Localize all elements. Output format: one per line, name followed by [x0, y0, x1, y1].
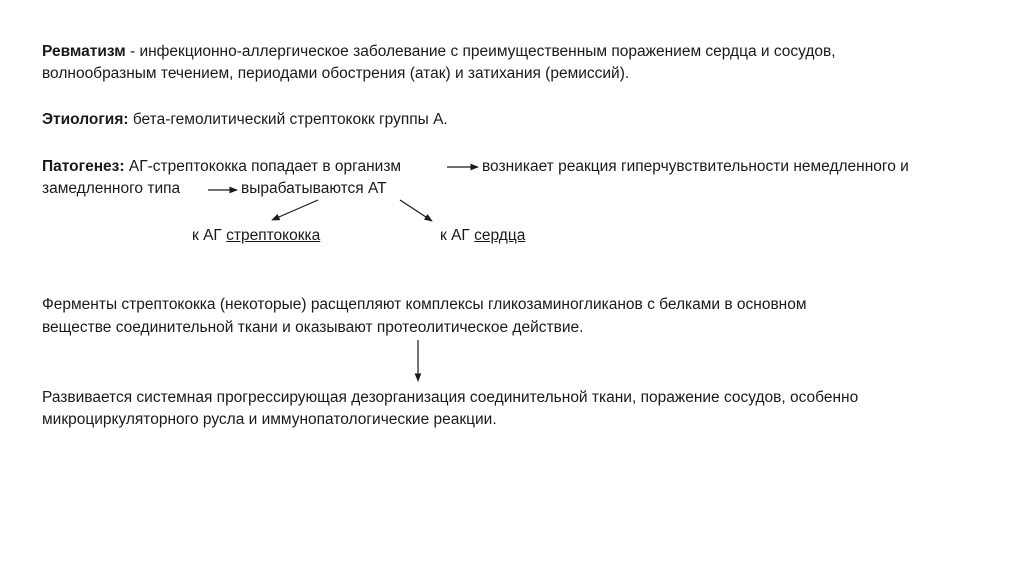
arrow-to-streptococcus — [272, 200, 318, 220]
branch-left — [192, 226, 320, 246]
definition-text-2: волнообразным течением, периодами обострения (атак) и затихания (ремиссий). — [42, 65, 630, 82]
pathogenesis-label: Патогенез: — [42, 158, 125, 175]
pathogenesis-step-2: возникает реакция гиперчувствительности немедленного и — [482, 158, 909, 175]
etiology-label: Этиология: — [42, 111, 129, 128]
outcome-line-1: Развивается системная прогрессирующая дезорганизация соединительной ткани, поражение сосудов, особенно — [42, 389, 859, 406]
branch-right-prefix: к АГ — [440, 227, 475, 244]
outcome-line-2: микроциркуляторного русла и иммунопатологические реакции. — [42, 411, 497, 428]
branch-left-prefix: к АГ — [192, 227, 227, 244]
arrow-to-heart — [400, 200, 432, 221]
etiology-text: бета-гемолитический стрептококк группы А. — [128, 111, 448, 128]
definition-line-2 — [42, 64, 629, 84]
enzymes-line-1: Ферменты стрептококка (некоторые) расщепляют комплексы гликозаминогликанов с белками в основном — [42, 296, 807, 313]
definition-line-1 — [42, 42, 836, 62]
branch-right-target: сердца — [474, 227, 526, 244]
definition-text-1: - инфекционно-аллергическое заболевание с преимущественным поражением сердца и сосудов, — [125, 43, 836, 60]
branch-left-target: стрептококка — [226, 227, 321, 244]
pathogenesis-step-3: вырабатываются АТ — [241, 180, 387, 197]
branch-right — [440, 226, 525, 246]
rheumatism-term: Ревматизм — [42, 43, 126, 60]
pathogenesis-step-1: АГ-стрептококка попадает в организм — [124, 158, 402, 175]
enzymes-line-2: веществе соединительной ткани и оказывают протеолитическое действие. — [42, 319, 584, 336]
etiology-line — [42, 110, 448, 130]
pathogenesis-line-1 — [42, 157, 401, 177]
pathogenesis-step-2-cont: замедленного типа — [42, 180, 181, 197]
